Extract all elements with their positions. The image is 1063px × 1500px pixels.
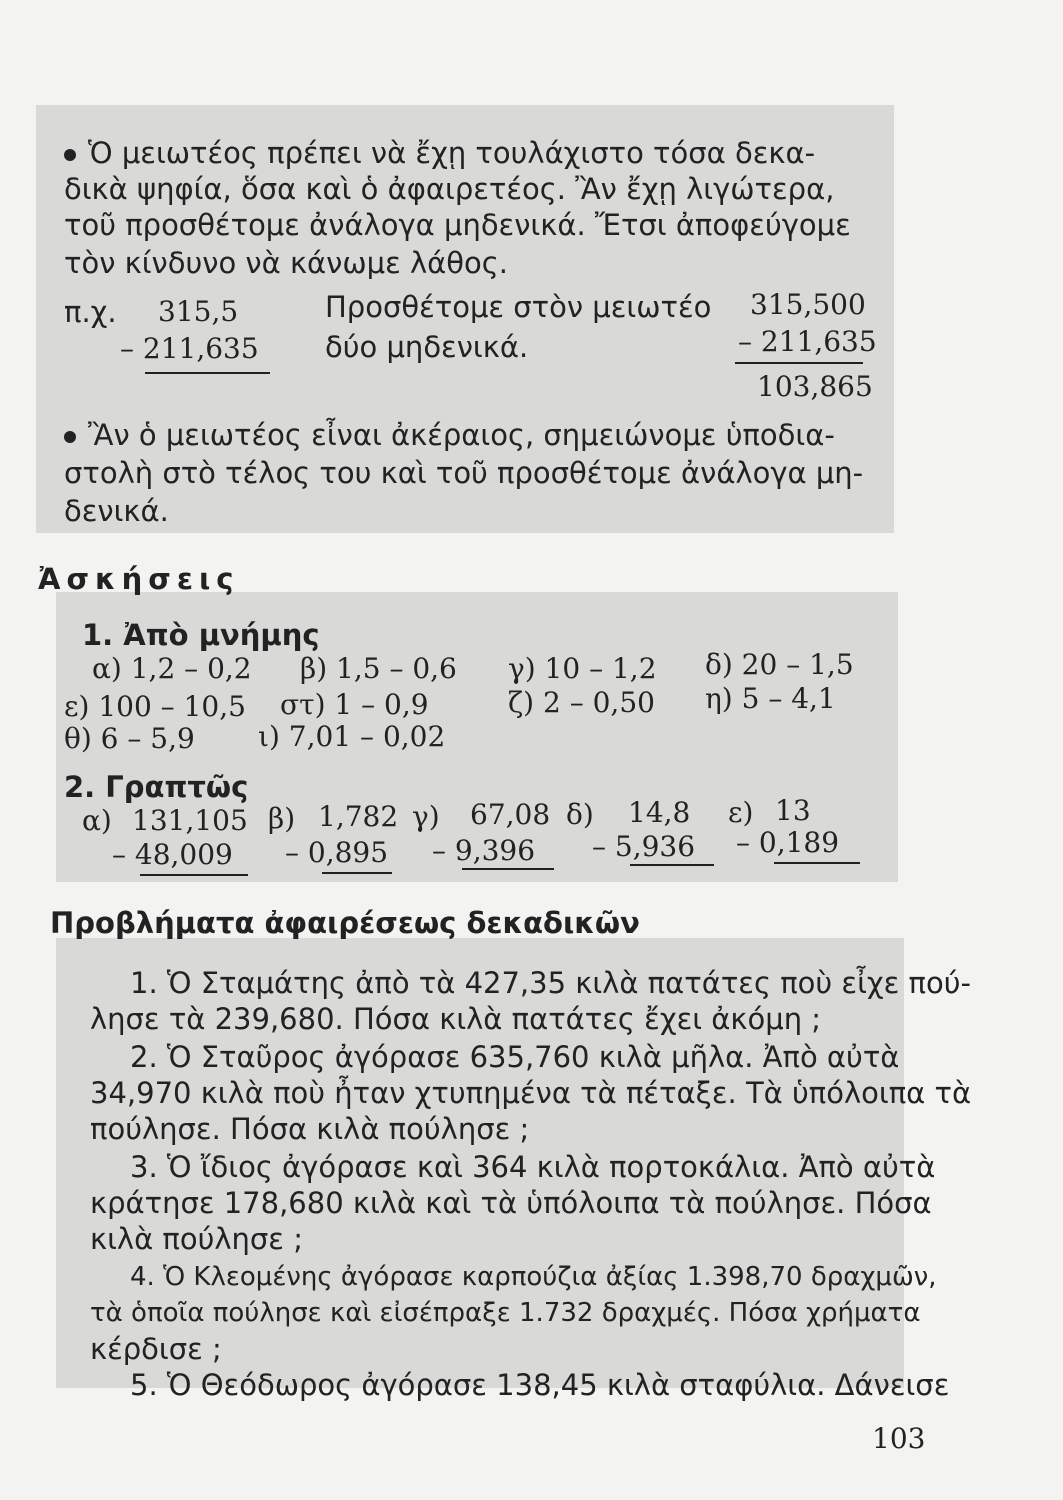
problem-line: 1. Ὁ Σταμάτης ἀπὸ τὰ 427,35 κιλὰ πατάτες ποὺ εἶχε πού- bbox=[130, 966, 971, 1000]
oral-item: β) 1,5 – 0,6 bbox=[300, 652, 457, 685]
written-title: 2. Γραπτῶς bbox=[64, 770, 249, 804]
rule1-line: δικὰ ψηφία, ὅσα καὶ ὁ ἀφαιρετέος. Ἂν ἔχῃ λιγώτερα, bbox=[64, 172, 835, 206]
problem-line: 3. Ὁ ἴδιος ἀγόρασε καὶ 364 κιλὰ πορτοκάλια. Ἀπὸ αὐτὰ bbox=[130, 1150, 936, 1184]
oral-item: στ) 1 – 0,9 bbox=[280, 688, 429, 721]
written-label: δ) bbox=[566, 798, 594, 831]
example-result: 103,865 bbox=[757, 370, 873, 403]
written-bottom: – 9,396 bbox=[432, 834, 536, 867]
written-underline bbox=[322, 872, 392, 874]
oral-title: 1. Ἀπὸ μνήμης bbox=[82, 618, 320, 652]
problem-line: 4. Ὁ Κλεομένης ἀγόρασε καρπούζια ἀξίας 1.398,70 δραχμῶν, bbox=[130, 1262, 937, 1292]
example-note: δύο μηδενικά. bbox=[325, 330, 529, 364]
example-subtrahend-padded: – 211,635 bbox=[738, 325, 877, 358]
oral-item: γ) 10 – 1,2 bbox=[508, 652, 657, 685]
written-underline bbox=[462, 868, 554, 870]
example-note: Προσθέτομε στὸν μειωτέο bbox=[325, 290, 712, 324]
written-label: α) bbox=[82, 804, 112, 837]
problem-line: 2. Ὁ Σταῦρος ἀγόρασε 635,760 κιλὰ μῆλα. Ἀπὸ αὐτὰ bbox=[130, 1040, 900, 1074]
written-top: 13 bbox=[775, 794, 811, 827]
example-prefix: π.χ. bbox=[64, 295, 117, 329]
oral-item: ι) 7,01 – 0,02 bbox=[258, 720, 446, 753]
problem-line: κέρδισε ; bbox=[90, 1332, 222, 1366]
bullet-icon bbox=[64, 431, 76, 443]
rule2-line: Ἂν ὁ μειωτέος εἶναι ἀκέραιος, σημειώνομε ὑποδια- bbox=[64, 418, 835, 452]
problems-heading: Προβλήματα ἀφαιρέσεως δεκαδικῶν bbox=[50, 906, 640, 940]
problem-line: λησε τὰ 239,680. Πόσα κιλὰ πατάτες ἔχει ἀκόμη ; bbox=[90, 1002, 822, 1036]
written-label: ε) bbox=[728, 796, 754, 829]
example-result-rule bbox=[735, 362, 863, 364]
oral-item: θ) 6 – 5,9 bbox=[64, 722, 195, 755]
oral-item: δ) 20 – 1,5 bbox=[705, 648, 854, 681]
written-bottom: – 0,189 bbox=[736, 826, 840, 859]
oral-item: η) 5 – 4,1 bbox=[705, 682, 836, 715]
rule1-line: τὸν κίνδυνο νὰ κάνωμε λάθος. bbox=[64, 246, 508, 280]
rule1-line: Ὁ μειωτέος πρέπει νὰ ἔχῃ τουλάχιστο τόσα δεκα- bbox=[64, 136, 815, 170]
oral-item: ε) 100 – 10,5 bbox=[64, 690, 246, 723]
written-underline bbox=[140, 874, 248, 876]
bullet-icon bbox=[64, 149, 76, 161]
exercises-heading: Ἀσκήσεις bbox=[38, 562, 240, 596]
written-bottom: – 5,936 bbox=[592, 830, 696, 863]
example-minuend: 315,5 bbox=[158, 295, 239, 328]
oral-item: ζ) 2 – 0,50 bbox=[508, 686, 655, 719]
problem-line: κιλὰ πούλησε ; bbox=[90, 1222, 303, 1256]
written-underline bbox=[630, 864, 714, 866]
written-top: 14,8 bbox=[628, 796, 691, 829]
problem-line: 5. Ὁ Θεόδωρος ἀγόρασε 138,45 κιλὰ σταφύλια. Δάνεισε bbox=[130, 1368, 950, 1402]
example-minuend-padded: 315,500 bbox=[750, 288, 866, 321]
written-bottom: – 0,895 bbox=[285, 836, 389, 869]
problem-line: 34,970 κιλὰ ποὺ ἦταν χτυπημένα τὰ πέταξε. Τὰ ὑπόλοιπα τὰ bbox=[90, 1076, 972, 1110]
written-underline bbox=[774, 862, 860, 864]
problem-line: πούλησε. Πόσα κιλὰ πούλησε ; bbox=[90, 1112, 530, 1146]
written-top: 67,08 bbox=[470, 798, 551, 831]
written-top: 131,105 bbox=[132, 804, 248, 837]
written-bottom: – 48,009 bbox=[112, 838, 233, 871]
example-subtrahend: – 211,635 bbox=[120, 332, 259, 365]
rule2-line: δενικά. bbox=[64, 494, 169, 528]
page-number: 103 bbox=[872, 1422, 926, 1455]
oral-item: α) 1,2 – 0,2 bbox=[92, 652, 252, 685]
rule2-line: στολὴ στὸ τέλος του καὶ τοῦ προσθέτομε ἀνάλογα μη- bbox=[64, 456, 864, 490]
problem-line: κράτησε 178,680 κιλὰ καὶ τὰ ὑπόλοιπα τὰ πούλησε. Πόσα bbox=[90, 1186, 932, 1220]
written-top: 1,782 bbox=[318, 800, 399, 833]
written-label: γ) bbox=[412, 800, 440, 833]
rule1-line: τοῦ προσθέτομε ἀνάλογα μηδενικά. Ἔτσι ἀποφεύγομε bbox=[64, 208, 851, 242]
problem-line: τὰ ὁποῖα πούλησε καὶ εἰσέπραξε 1.732 δραχμές. Πόσα χρήματα bbox=[90, 1298, 921, 1328]
written-label: β) bbox=[268, 802, 296, 835]
example-underline bbox=[145, 372, 270, 374]
